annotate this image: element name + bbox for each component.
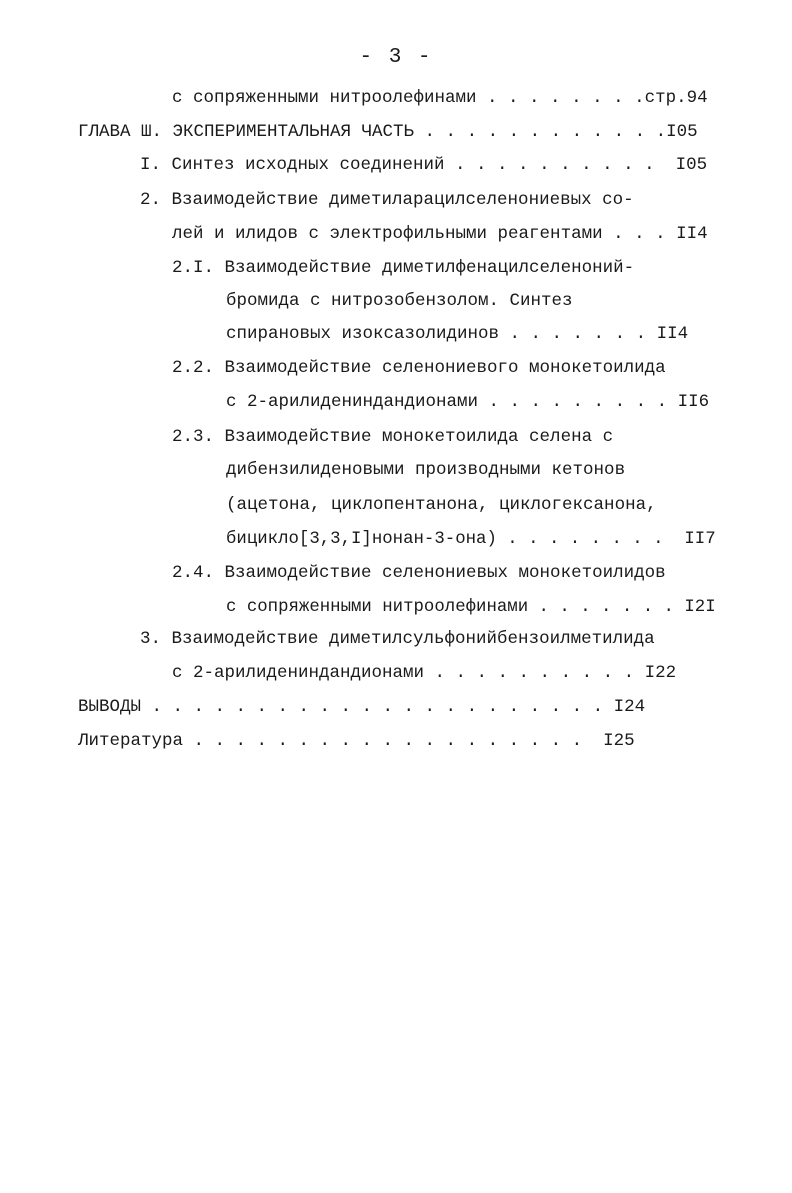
toc-line: I. Синтез исходных соединений . . . . . . . . . . I05 [140, 155, 708, 175]
toc-line: (ацетона, циклопентанона, циклогексанона, [226, 495, 657, 515]
toc-line: Литература . . . . . . . . . . . . . . . . . . . I25 [78, 731, 635, 751]
toc-line: ВЫВОДЫ . . . . . . . . . . . . . . . . . . . . . . I24 [78, 697, 646, 717]
toc-line: с 2-арилидениндандионами . . . . . . . . . II6 [226, 392, 710, 412]
toc-line: 2. Взаимодействие диметиларацилселенониевых со- [140, 190, 634, 210]
toc-line: с сопряженными нитроолефинами . . . . . . . .стр.94 [172, 88, 708, 108]
toc-line: с 2-арилидениндандионами . . . . . . . . . . I22 [172, 663, 677, 683]
toc-line: 2.2. Взаимодействие селенониевого монокетоилида [172, 358, 666, 378]
toc-line: спирановых изоксазолидинов . . . . . . . II4 [226, 324, 689, 344]
toc-line: 3. Взаимодействие диметилсульфонийбензоилметилида [140, 629, 655, 649]
toc-line: бромида с нитрозобензолом. Синтез [226, 291, 573, 311]
toc-line: бицикло[3,3,I]нонан-3-она) . . . . . . . . II7 [226, 529, 716, 549]
toc-line: 2.4. Взаимодействие селенониевых монокетоилидов [172, 563, 666, 583]
toc-line: 2.I. Взаимодействие диметилфенацилселеноний- [172, 258, 635, 278]
toc-line: с сопряженными нитроолефинами . . . . . . . I2I [226, 597, 716, 617]
page-number: - 3 - [359, 46, 433, 69]
toc-line: 2.3. Взаимодействие монокетоилида селена с [172, 427, 614, 447]
toc-line: ГЛАВА Ш. ЭКСПЕРИМЕНТАЛЬНАЯ ЧАСТЬ . . . . . . . . . . . .I05 [78, 122, 698, 142]
toc-line: дибензилиденовыми производными кетонов [226, 460, 626, 480]
toc-line: лей и илидов с электрофильными реагентами . . . II4 [172, 224, 708, 244]
